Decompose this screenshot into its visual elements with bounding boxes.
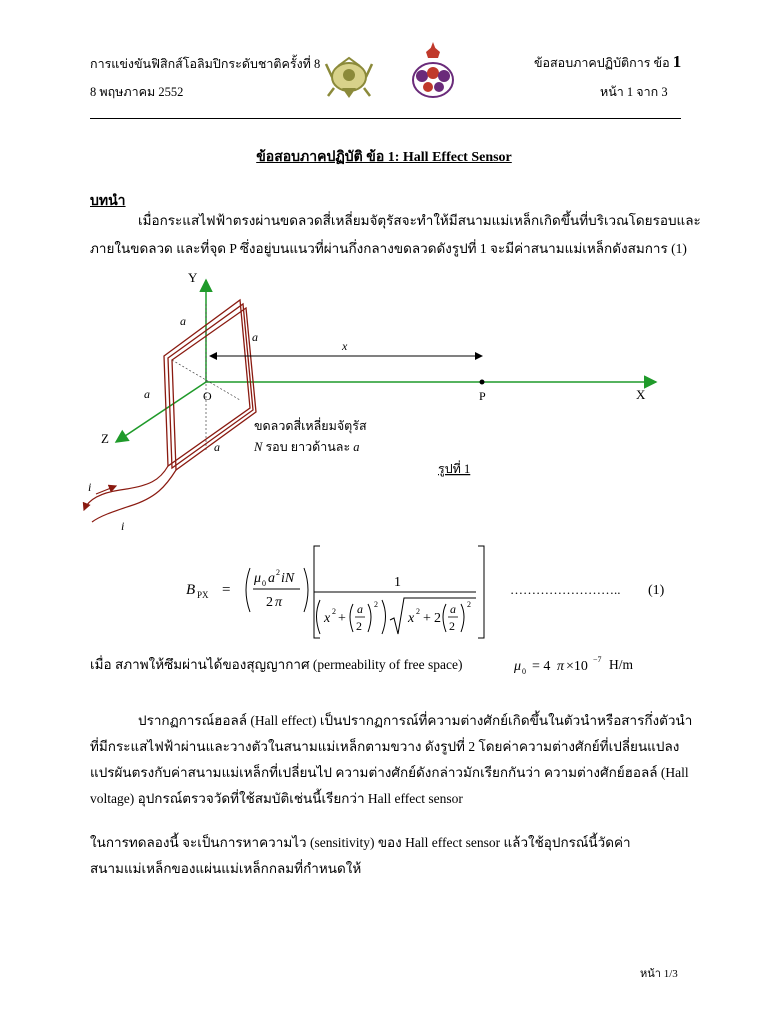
hall-line-3: แปรผันตรงกับค่าสนามแม่เหล็กที่เปลี่ยนไป ความต่างศักย์ดังกล่าวมักเรียกกันว่า ความต่างศักย์ฮอลล์ (Hall: [90, 765, 689, 780]
equation-lhs: B: [186, 582, 196, 598]
label-current-in: i: [88, 480, 92, 494]
experiment-line-2: สนามแม่เหล็กของแผ่นแม่เหล็กกลมที่กำหนดให้: [90, 861, 362, 876]
label-side-a-top: a: [180, 314, 186, 328]
svg-text:−7: −7: [593, 655, 602, 664]
svg-text:μ: μ: [514, 659, 522, 674]
label-x-axis: X: [636, 387, 646, 402]
figure-square-coil-diagram: [0, 260, 768, 540]
svg-text:2: 2: [374, 600, 378, 609]
royal-emblem-icon: [324, 54, 374, 100]
svg-text:2: 2: [276, 568, 280, 577]
svg-text:a: a: [450, 602, 456, 616]
label-origin: O: [203, 389, 212, 403]
header-exam-number: 1: [672, 52, 682, 71]
equation-equals: =: [222, 582, 231, 598]
label-z-axis: Z: [101, 431, 109, 446]
label-side-a-left: a: [144, 387, 150, 401]
coil-description-line-1: ขดลวดสี่เหลี่ยมจัตุรัส: [254, 419, 367, 433]
square-coil: [164, 300, 256, 470]
label-point-p: P: [479, 389, 486, 403]
permeability-text: เมื่อ สภาพให้ซึมผ่านได้ของสุญญากาศ (permeability of free space): [90, 657, 463, 672]
svg-text:x: x: [324, 611, 331, 626]
intro-line-2: ภายในขดลวด และที่จุด P ซึ่งอยู่บนแนวที่ผ่านกึ่งกลางขดลวดดังรูปที่ 1 จะมีค่าสนามแม่เหล็กดังสมการ (1): [90, 241, 687, 256]
permeability-unit: H/m: [609, 657, 634, 672]
svg-text:2: 2: [449, 619, 455, 633]
hall-line-2: ที่มีกระแสไฟฟ้าผ่านและวางตัวในสนามแม่เหล็กตามขวาง ดังรูปที่ 2 โดยค่าความต่างศักย์ที่เปลี่ยนแปลง: [90, 739, 680, 754]
footer-page-number: หน้า 1/3: [640, 968, 678, 980]
label-distance-x: x: [342, 339, 348, 353]
svg-text:2: 2: [332, 607, 336, 616]
equation-1: [180, 538, 690, 646]
header-exam-text: ข้อสอบภาคปฏิบัติการ ข้อ: [534, 56, 670, 70]
svg-text:π: π: [275, 595, 283, 610]
header-exam-label: [534, 52, 681, 73]
svg-text:0: 0: [262, 579, 266, 588]
intro-line-1: เมื่อกระแสไฟฟ้าตรงผ่านขดลวดสี่เหลี่ยมจัตุรัสจะทำให้มีสนามแม่เหล็กเกิดขึ้นที่บริเวณโดยรอบและ: [138, 213, 701, 228]
svg-text:1: 1: [394, 575, 401, 590]
svg-text:x: x: [408, 611, 415, 626]
svg-text:2: 2: [467, 600, 471, 609]
svg-text:0: 0: [522, 667, 526, 676]
svg-text:+: +: [338, 611, 346, 626]
experiment-line-1: ในการทดลองนี้ จะเป็นการหาความไว (sensitivity) ของ Hall effect sensor แล้วใช้อุปกรณ์นี้วัดค่า: [90, 835, 631, 850]
figure-caption: รูปที่ 1: [438, 462, 471, 476]
label-y-axis: Y: [188, 270, 198, 285]
svg-text:= 4: = 4: [532, 659, 551, 674]
svg-text:2: 2: [434, 611, 441, 626]
posn-logo-icon: [408, 40, 458, 100]
equation-number: (1): [648, 583, 665, 598]
svg-text:μ: μ: [254, 571, 262, 586]
label-current-out: i: [121, 519, 125, 533]
coil-description-line-2: N รอบ ยาวด้านละ a: [254, 440, 360, 454]
svg-text:a: a: [357, 602, 363, 616]
svg-text:2: 2: [356, 619, 362, 633]
intro-heading: บทนำ: [90, 194, 126, 209]
svg-text:2: 2: [416, 607, 420, 616]
point-p-marker: [480, 380, 485, 385]
page-title: ข้อสอบภาคปฏิบัติ ข้อ 1: Hall Effect Sensor: [256, 150, 512, 165]
svg-text:π: π: [557, 659, 565, 674]
header-divider: [90, 118, 681, 119]
svg-text:2: 2: [266, 595, 273, 610]
header-page-indicator: หน้า 1 จาก 3: [600, 85, 668, 99]
svg-text:a: a: [268, 571, 275, 586]
equation-leader-dots: ……………………..: [510, 582, 621, 597]
hall-line-1: ปรากฏการณ์ฮอลล์ (Hall effect) เป็นปรากฏการณ์ที่ความต่างศักย์เกิดขึ้นในตัวนำหรือสารกึ่งตัวนำ: [138, 713, 693, 728]
label-side-a-bottom: a: [214, 440, 220, 454]
svg-text:×10: ×10: [566, 659, 588, 674]
header-date: 8 พฤษภาคม 2552: [90, 85, 184, 99]
hall-line-4: voltage) อุปกรณ์ตรวจวัดที่ใช้สมบัติเช่นนี้เรียกว่า Hall effect sensor: [90, 791, 463, 806]
svg-text:iN: iN: [281, 571, 295, 586]
z-axis: [116, 382, 206, 442]
header-competition-name: การแข่งขันฟิสิกส์โอลิมปิกระดับชาติครั้งที่ 8: [90, 57, 321, 71]
svg-text:+: +: [423, 611, 431, 626]
equation-lhs-subscript: PX: [197, 590, 209, 600]
label-side-a-right: a: [252, 330, 258, 344]
